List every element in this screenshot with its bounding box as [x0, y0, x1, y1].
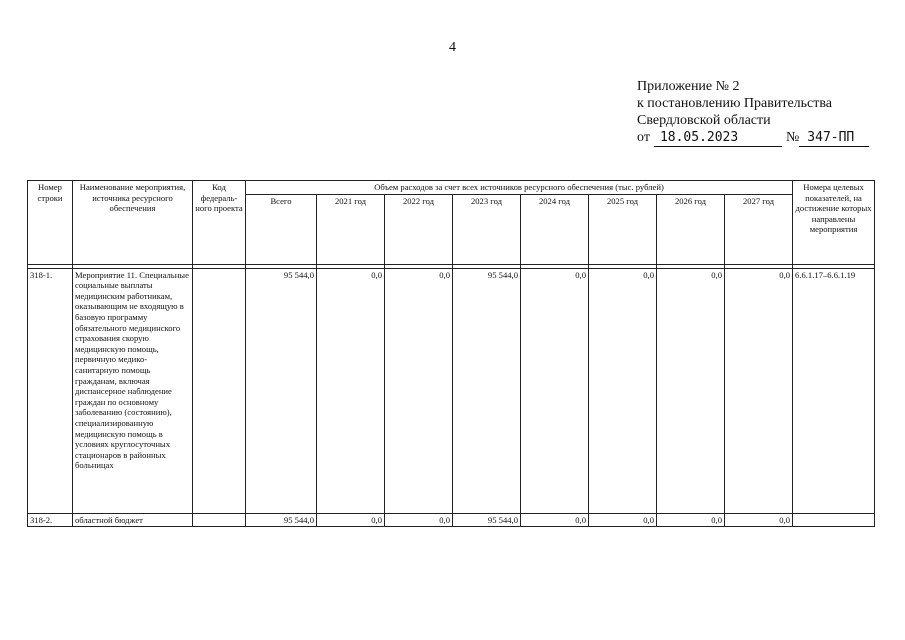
header-targets: Номера целевых показателей, на достижение которых направлены мероприятия — [793, 181, 875, 265]
expenses-table — [27, 180, 875, 527]
header-code: Код федераль-ного проекта — [193, 181, 246, 265]
row-2021: 0,0 — [317, 513, 385, 527]
number-prefix: № — [785, 130, 800, 145]
row-2023: 95 544,0 — [453, 513, 521, 527]
header-2024: 2024 год — [521, 194, 589, 264]
row-2026: 0,0 — [657, 268, 725, 513]
table-row — [28, 268, 875, 513]
row-total: 95 544,0 — [246, 513, 317, 527]
row-2022: 0,0 — [385, 268, 453, 513]
header-name: Наименование мероприятия, источника ресурсного обеспечения — [73, 181, 193, 265]
header-volume-group: Объем расходов за счет всех источников ресурсного обеспечения (тыс. рублей) — [246, 181, 793, 195]
row-2027: 0,0 — [725, 268, 793, 513]
row-2025: 0,0 — [589, 268, 657, 513]
appendix-header — [637, 78, 869, 147]
appendix-date-number-line — [637, 129, 869, 147]
header-2026: 2026 год — [657, 194, 725, 264]
row-total: 95 544,0 — [246, 268, 317, 513]
row-number: 318-2. — [28, 513, 73, 527]
row-name: областной бюджет — [73, 513, 193, 527]
row-targets: 6.6.1.17–6.6.1.19 — [793, 268, 875, 513]
row-2025: 0,0 — [589, 513, 657, 527]
row-2024: 0,0 — [521, 513, 589, 527]
page-number: 4 — [449, 40, 456, 55]
row-2024: 0,0 — [521, 268, 589, 513]
row-2022: 0,0 — [385, 513, 453, 527]
appendix-title: Приложение № 2 — [637, 79, 740, 94]
header-2025: 2025 год — [589, 194, 657, 264]
appendix-resolution-line: к постановлению Правительства — [637, 96, 833, 111]
header-2022: 2022 год — [385, 194, 453, 264]
row-targets — [793, 513, 875, 527]
row-2023: 95 544,0 — [453, 268, 521, 513]
header-total: Всего — [246, 194, 317, 264]
row-2021: 0,0 — [317, 268, 385, 513]
header-2021: 2021 год — [317, 194, 385, 264]
appendix-region-line: Свердловской области — [637, 113, 771, 128]
table-row — [28, 513, 875, 527]
header-2027: 2027 год — [725, 194, 793, 264]
resolution-date: 18.05.2023 — [654, 129, 782, 147]
date-prefix: от — [637, 130, 650, 145]
row-name: Мероприятие 11. Специальные социальные выплаты медицинским работникам, оказывающим не входящую в базовую программу обязательного медицинского страхования скорую медицинскую помощь, первичную медико-санитарную помощь гражданам, включая диспансерное наблюдение граждан по основному заболеванию (состоянию), специализированную медицинскую помощь в условиях круглосуточных стационаров в районных больницах — [73, 268, 193, 513]
row-2027: 0,0 — [725, 513, 793, 527]
header-row-top — [28, 181, 875, 195]
row-code — [193, 513, 246, 527]
resolution-number: 347-ПП — [799, 129, 869, 147]
row-code — [193, 268, 246, 513]
header-row-number: Номер строки — [28, 181, 73, 265]
row-2026: 0,0 — [657, 513, 725, 527]
row-number: 318-1. — [28, 268, 73, 513]
header-2023: 2023 год — [453, 194, 521, 264]
